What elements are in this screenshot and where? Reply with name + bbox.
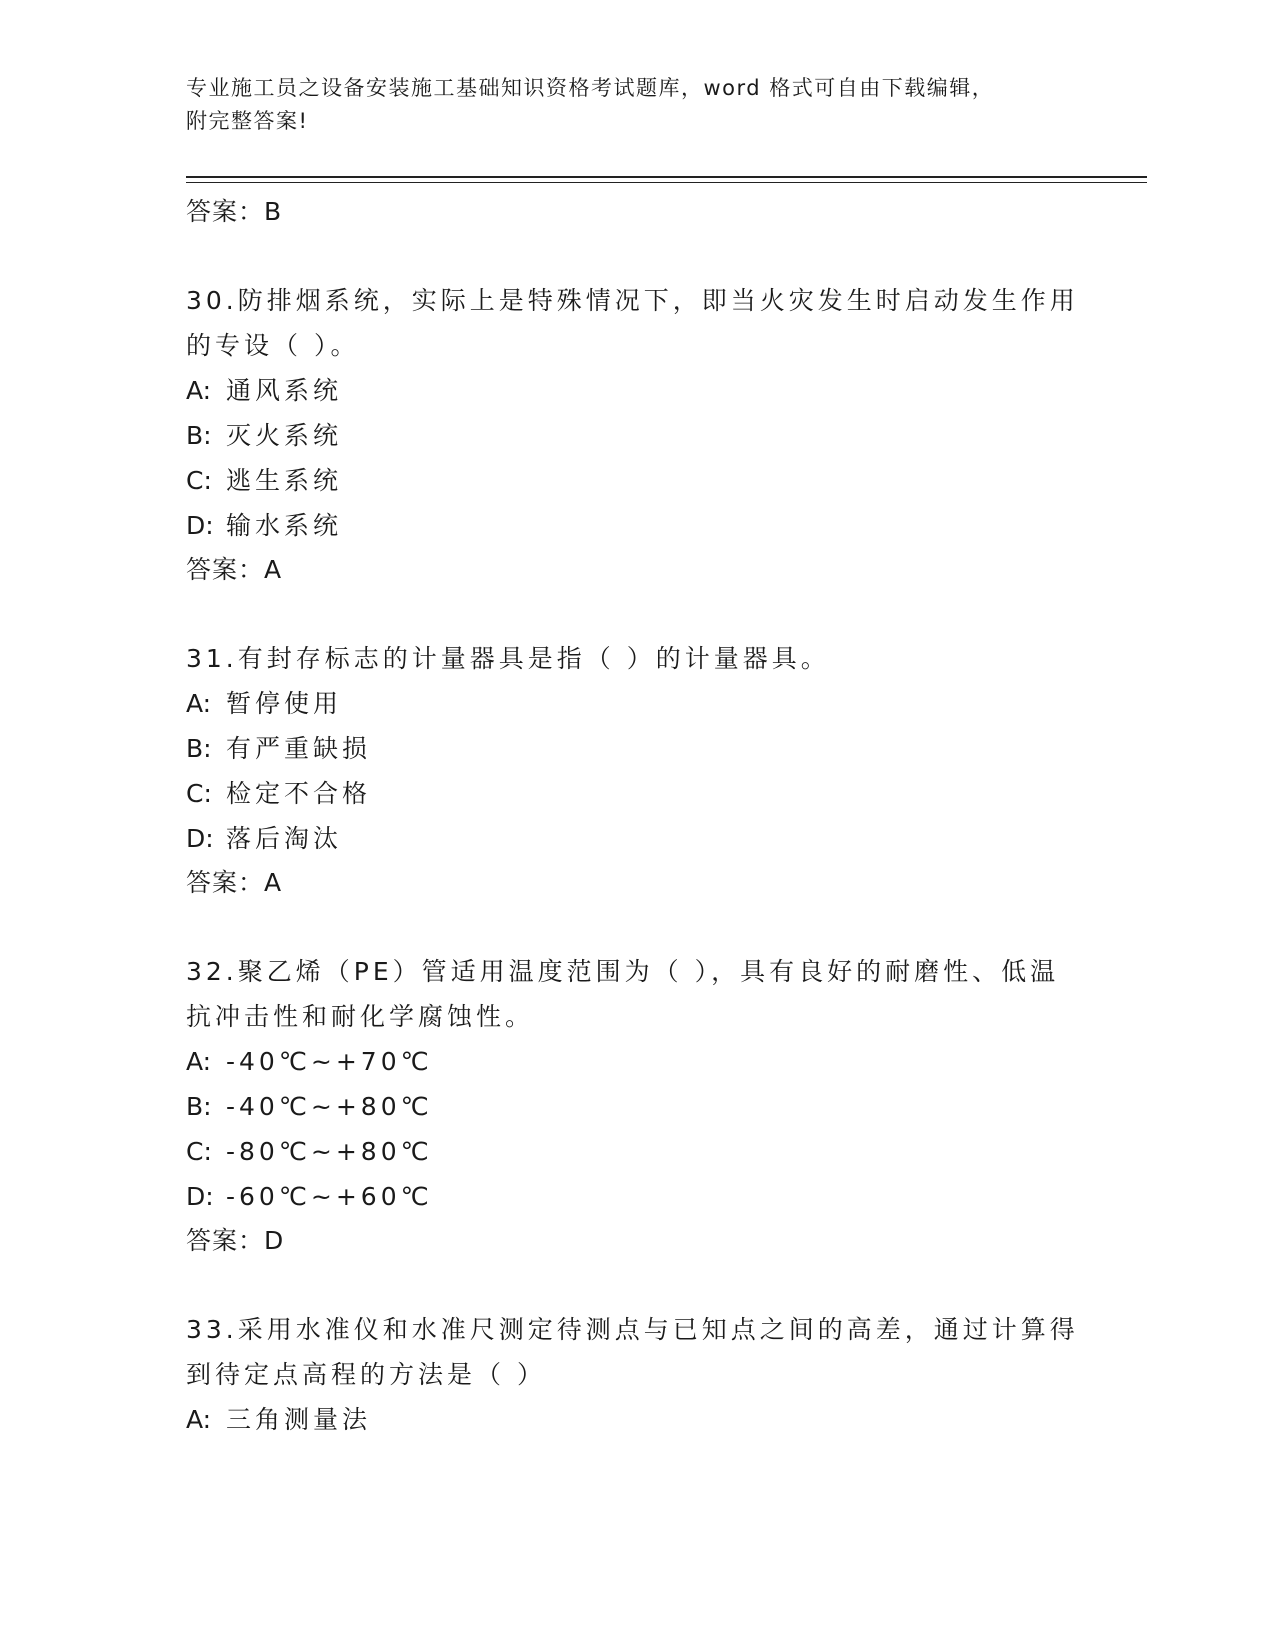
- option-text: 暂停使用: [226, 689, 343, 718]
- option-d: [186, 816, 1086, 861]
- answer: 答案：D: [186, 1226, 285, 1255]
- option-text: 灭火系统: [226, 421, 343, 450]
- option-letter: D:: [186, 511, 214, 540]
- option-letter: C:: [186, 779, 212, 808]
- option-b: [186, 1084, 1086, 1129]
- question-30: [186, 278, 1086, 592]
- option-text: 通风系统: [226, 376, 343, 405]
- question-33: [186, 1307, 1086, 1442]
- option-text: -40℃~+80℃: [226, 1092, 433, 1121]
- option-text: 输水系统: [226, 511, 343, 540]
- question-32: [186, 949, 1086, 1263]
- option-text: 有严重缺损: [226, 734, 372, 763]
- question-text: [186, 636, 1086, 681]
- document-header: [186, 72, 1086, 138]
- option-c: [186, 458, 1086, 503]
- question-31: [186, 636, 1086, 905]
- question-line: 的专设（ ）。: [186, 331, 360, 360]
- option-text: -80℃~+80℃: [226, 1137, 433, 1166]
- option-letter: D:: [186, 1182, 214, 1211]
- question-text: [186, 1307, 1086, 1397]
- option-text: -40℃~+70℃: [226, 1047, 433, 1076]
- question-list: [186, 190, 1086, 1442]
- header-divider-thick: [186, 176, 1147, 178]
- option-a: [186, 1039, 1086, 1084]
- question-line: 31.有封存标志的计量器具是指（ ）的计量器具。: [186, 644, 830, 673]
- header-line-2: 附完整答案!: [186, 109, 309, 133]
- option-letter: B:: [186, 734, 212, 763]
- header-line-1: 专业施工员之设备安装施工基础知识资格考试题库，word 格式可自由下载编辑，: [186, 76, 995, 100]
- question-line: 32.聚乙烯（PE）管适用温度范围为（ ），具有良好的耐磨性、低温: [186, 957, 1060, 986]
- option-letter: A:: [186, 1047, 212, 1076]
- question-text: [186, 278, 1086, 368]
- option-a: [186, 368, 1086, 413]
- option-letter: A:: [186, 1405, 212, 1434]
- answer: 答案：A: [186, 868, 283, 897]
- option-letter: B:: [186, 421, 212, 450]
- option-a: [186, 1397, 1086, 1442]
- option-c: [186, 771, 1086, 816]
- question-line: 33.采用水准仪和水准尺测定待测点与已知点之间的高差，通过计算得: [186, 1315, 1079, 1344]
- option-d: [186, 503, 1086, 548]
- option-text: 三角测量法: [226, 1405, 372, 1434]
- option-c: [186, 1129, 1086, 1174]
- option-d: [186, 1174, 1086, 1219]
- question-line: 30.防排烟系统，实际上是特殊情况下，即当火灾发生时启动发生作用: [186, 286, 1079, 315]
- previous-answer: 答案：B: [186, 197, 283, 226]
- option-text: 检定不合格: [226, 779, 372, 808]
- question-text: [186, 949, 1086, 1039]
- option-letter: C:: [186, 466, 212, 495]
- option-b: [186, 413, 1086, 458]
- option-letter: B:: [186, 1092, 212, 1121]
- option-a: [186, 681, 1086, 726]
- question-line: 到待定点高程的方法是（ ）: [186, 1360, 546, 1389]
- option-letter: A:: [186, 689, 212, 718]
- option-text: -60℃~+60℃: [226, 1182, 433, 1211]
- option-letter: C:: [186, 1137, 212, 1166]
- answer: 答案：A: [186, 555, 283, 584]
- option-b: [186, 726, 1086, 771]
- header-divider-thin: [186, 182, 1147, 183]
- option-letter: A:: [186, 376, 212, 405]
- option-text: 逃生系统: [226, 466, 343, 495]
- option-letter: D:: [186, 824, 214, 853]
- option-text: 落后淘汰: [226, 824, 343, 853]
- question-line: 抗冲击性和耐化学腐蚀性。: [186, 1002, 535, 1031]
